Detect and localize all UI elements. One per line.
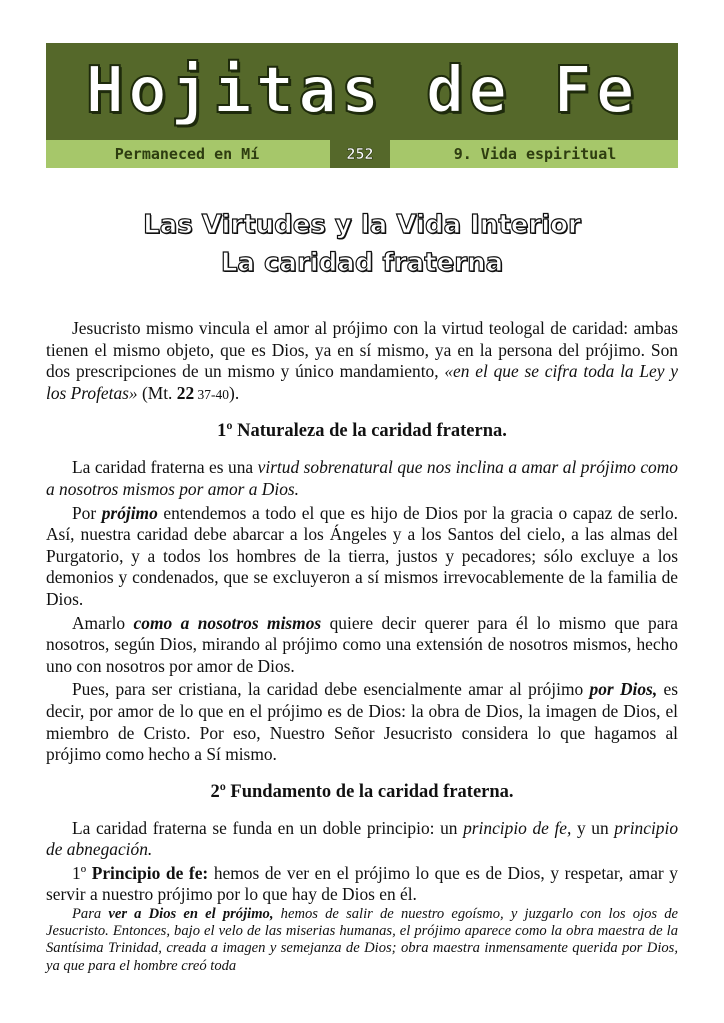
s2p1-text-b: y un: [571, 817, 615, 838]
s1p2-text-b: entendemos a todo el que es hijo de Dios por la gracia o capaz de serlo. Así, nuestra caridad debe abarcar a los Ángeles y a los Santos del cielo, a las almas del Purgatorio, y a todos los hombres de la tierra, justos y pecadores; sólo excluye a los demonios y condenados, que se excluyeron a sí mismos irrevocablemente de la familia de Dios.: [46, 502, 678, 609]
article-title-line1: Las Virtudes y la Vida Interior: [143, 210, 581, 240]
section1-paragraph-1: [46, 457, 678, 500]
s1p4-text-b: es decir, por amor de lo que en el prójimo es de Dios: la obra de Dios, la imagen de Dios, el miembro de Cristo. Por eso, Nuestro Señor Jesucristo considera lo que hagamos al prójimo como hecho a Sí mismo.: [46, 679, 678, 765]
intro-ref-chapter: 22: [176, 382, 195, 403]
article-title: [46, 206, 678, 282]
s2p2-term: Principio de fe:: [91, 862, 209, 883]
series-section: 9. Vida espiritual: [453, 145, 617, 163]
section1-paragraph-3: [46, 613, 678, 678]
series-name: Permaneced en Mí: [114, 145, 260, 163]
s1p4-term: por Dios,: [589, 679, 658, 700]
note-text-b: hemos de salir de nuestro egoísmo, y juzgarlo con los ojos de Jesucristo. Entonces, bajo el velo de las miserias humanas, el prójimo aparece como la obra maestra de la Santísima Trinidad, creada a imagen y semejanza de Dios; obra maestra inmensamente querida por Dios, ya que para el hombre creó toda: [46, 906, 678, 974]
masthead-strip: [46, 140, 678, 168]
s2p1-term2: principio de abnegación.: [46, 817, 679, 860]
issue-number: 252: [330, 140, 390, 168]
s2p2-text-a: 1º: [72, 862, 92, 883]
s1p1-text: La caridad fraterna es una: [72, 457, 258, 478]
s1p3-text-b: quiere decir querer para él lo mismo que para nosotros, según Dios, mirando al prójimo como una extensión de nosotros mismos, hecho uno con nosotros por amor de Dios.: [46, 612, 678, 676]
s1p3-term: como a nosotros mismos: [133, 612, 322, 633]
s2p1-text-a: La caridad fraterna se funda en un doble principio: un: [72, 817, 464, 838]
s2p1-term1: principio de fe,: [463, 817, 572, 838]
s1p3-text-a: Amarlo: [72, 612, 134, 633]
s1p1-definition: virtud sobrenatural que nos inclina a amar al prójimo como a nosotros mismos por amor a Dios.: [46, 457, 678, 499]
section2-paragraph-1: [46, 818, 678, 861]
section1-heading: 1º Naturaleza de la caridad fraterna.: [217, 421, 507, 442]
note-text-a: Para: [72, 906, 109, 923]
intro-ref-verses: 37-40: [194, 386, 230, 402]
s1p4-text-a: Pues, para ser cristiana, la caridad debe esencialmente amar al prójimo: [72, 679, 590, 700]
intro-quote: «en el que se cifra toda la Ley y los Profetas»: [46, 361, 678, 403]
s1p2-term: prójimo: [101, 502, 158, 523]
article-body: [46, 318, 678, 975]
section2-paragraph-2: [46, 863, 678, 906]
s1p2-text-a: Por: [72, 502, 102, 523]
article-title-line2: La caridad fraterna: [220, 248, 504, 278]
masthead-title: Hojitas de Fe: [85, 54, 639, 128]
masthead-banner: [46, 43, 678, 140]
intro-ref-open: (Mt.: [137, 382, 177, 403]
section2-note: [46, 906, 678, 975]
section1-paragraph-2: [46, 503, 678, 611]
intro-ref-close: ).: [229, 382, 240, 403]
note-term: ver a Dios en el prójimo,: [108, 906, 274, 923]
section1-paragraph-4: [46, 679, 678, 765]
intro-text: Jesucristo mismo vincula el amor al prójimo con la virtud teologal de caridad: ambas tienen el mismo objeto, que es Dios, ya en sí mismo, ya en la persona del prójimo. Son dos prescripciones de un mismo y único mandamiento,: [46, 318, 678, 382]
section2-heading: 2º Fundamento de la caridad fraterna.: [210, 781, 514, 802]
intro-paragraph: [46, 318, 678, 405]
s2p2-text-b: hemos de ver en el prójimo lo que es de Dios, y respetar, amar y servir a nuestro prójimo por lo que hay de Dios en él.: [46, 862, 679, 905]
